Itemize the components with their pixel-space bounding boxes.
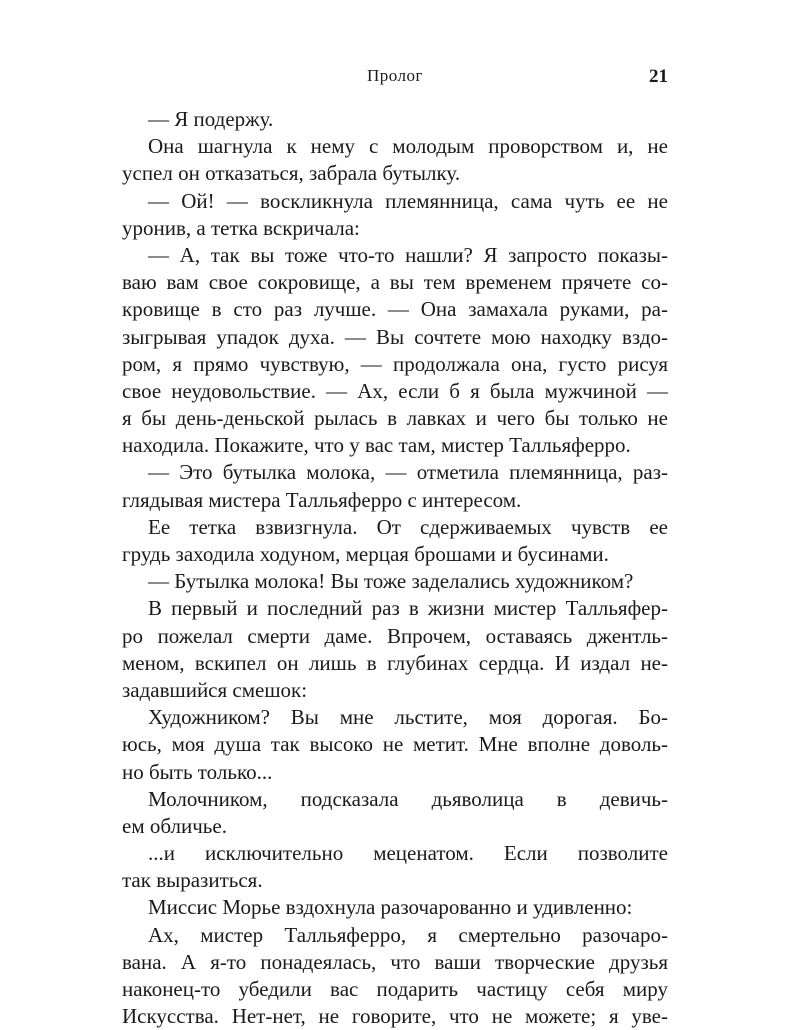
text-line: Она шагнула к нему с молодым проворством и, не: [148, 134, 668, 159]
text-line: — А, так вы тоже что-то нашли? Я запросто показы-: [148, 242, 668, 267]
text-line: Искусства. Нет-нет, не говорите, что не можете; я уве-: [122, 1004, 668, 1029]
text-line: грудь заходила ходуном, мерцая брошами и бусинами.: [122, 542, 609, 566]
text-line: успел он отказаться, забрала бутылку.: [122, 161, 461, 186]
text-line: задавшийся смешок:: [122, 677, 308, 702]
text-line: наконец-то убедили вас подарить частицу себя миру: [122, 977, 668, 1001]
text-line: Ее тетка взвизгнула. От сдерживаемых чувств ее: [148, 514, 668, 539]
text-line: зыгрывая упадок духа. — Вы сочтете мою находку вздо-: [122, 324, 668, 349]
text-line: — Бутылка молока! Вы тоже заделались художником?: [148, 569, 634, 594]
text-line: так выразиться.: [122, 868, 263, 893]
text-line: свое неудовольствие. — Ах, если б я была мужчиной —: [122, 378, 668, 403]
text-line: — Ой! — воскликнула племянница, сама чуть ее не: [148, 188, 668, 213]
running-head: Пролог: [366, 66, 423, 85]
text-line: кровище в сто раз лучше. — Она замахала руками, ра-: [122, 297, 668, 322]
text-line: глядывая мистера Талльяферро с интересом.: [122, 487, 522, 512]
text-line: находила. Покажите, что у вас там, мистер Талльяферро.: [122, 433, 631, 458]
text-line: Молочником, подсказала дьяволица в девичь-: [148, 786, 668, 811]
body-text: [122, 106, 668, 1030]
text-line: — Это бутылка молока, — отметила племянница, раз-: [148, 460, 668, 485]
text-line: ...и исключительно меценатом. Если позволите: [148, 841, 668, 866]
text-line: но быть только...: [122, 759, 273, 784]
text-line: В первый и последний раз в жизни мистер Талльяфер-: [148, 596, 668, 621]
text-line: Художником? Вы мне льстите, моя дорогая. Бо-: [148, 705, 668, 730]
text-line: ем обличье.: [122, 813, 227, 838]
text-line: Миссис Морье вздохнула разочарованно и удивленно:: [148, 895, 633, 920]
text-line: ро пожелал смерти даме. Впрочем, оставаясь джентль-: [122, 623, 668, 648]
text-line: меном, вскипел он лишь в глубинах сердца. И издал не-: [122, 650, 668, 675]
text-line: вана. А я-то понадеялась, что ваши творческие друзья: [122, 949, 668, 974]
text-line: ваю вам свое сокровище, а вы тем временем прячете со-: [122, 270, 668, 295]
text-line: я бы день-деньской рылась в лавках и чего бы только не: [122, 406, 668, 431]
page-number: 21: [649, 66, 668, 87]
text-line: — Я подержу.: [148, 107, 274, 131]
page-header: [122, 66, 668, 96]
text-line: уронив, а тетка вскричала:: [122, 215, 360, 240]
text-line: Ах, мистер Талльяферро, я смертельно разочаро-: [148, 922, 668, 947]
text-line: юсь, моя душа так высоко не метит. Мне вполне доволь-: [122, 732, 668, 757]
text-line: ром, я прямо чувствую, — продолжала она, густо рисуя: [122, 351, 668, 376]
